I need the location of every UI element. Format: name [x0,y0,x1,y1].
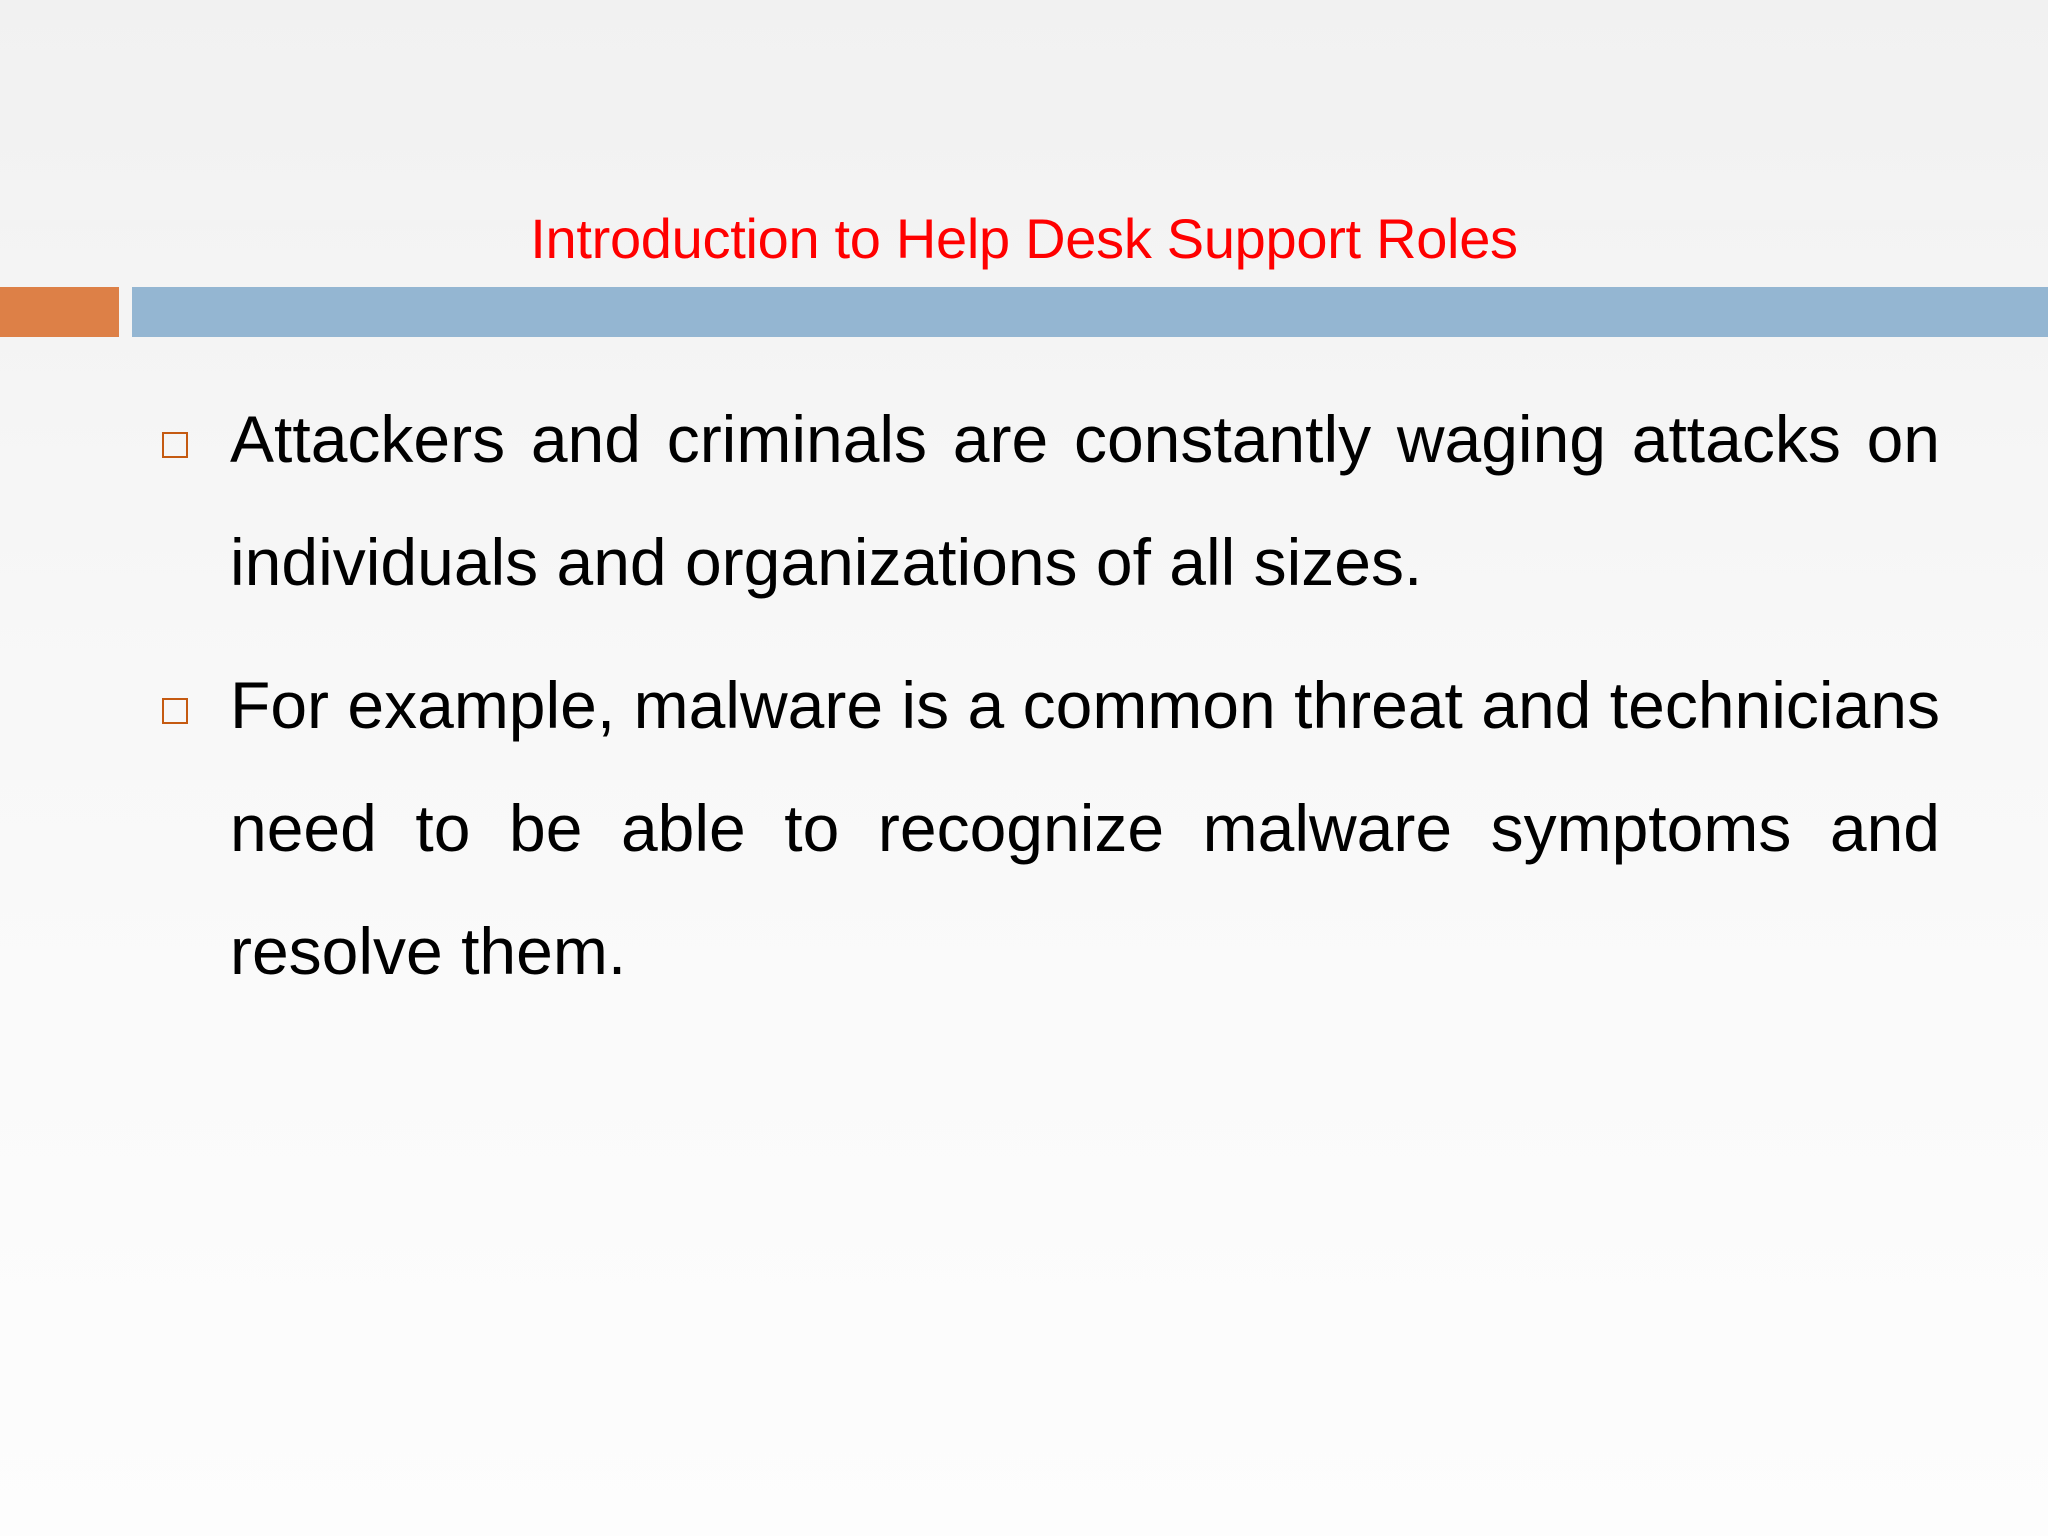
square-bullet-icon [162,432,188,458]
bullet-text: For example, malware is a common threat and technicians need to be able to recognize malware symptoms and resolve them. [230,668,1940,988]
square-bullet-icon [162,698,188,724]
bullet-text: Attackers and criminals are constantly waging attacks on individuals and organizations of all sizes. [230,402,1940,599]
slide-title: Introduction to Help Desk Support Roles [530,207,1518,270]
